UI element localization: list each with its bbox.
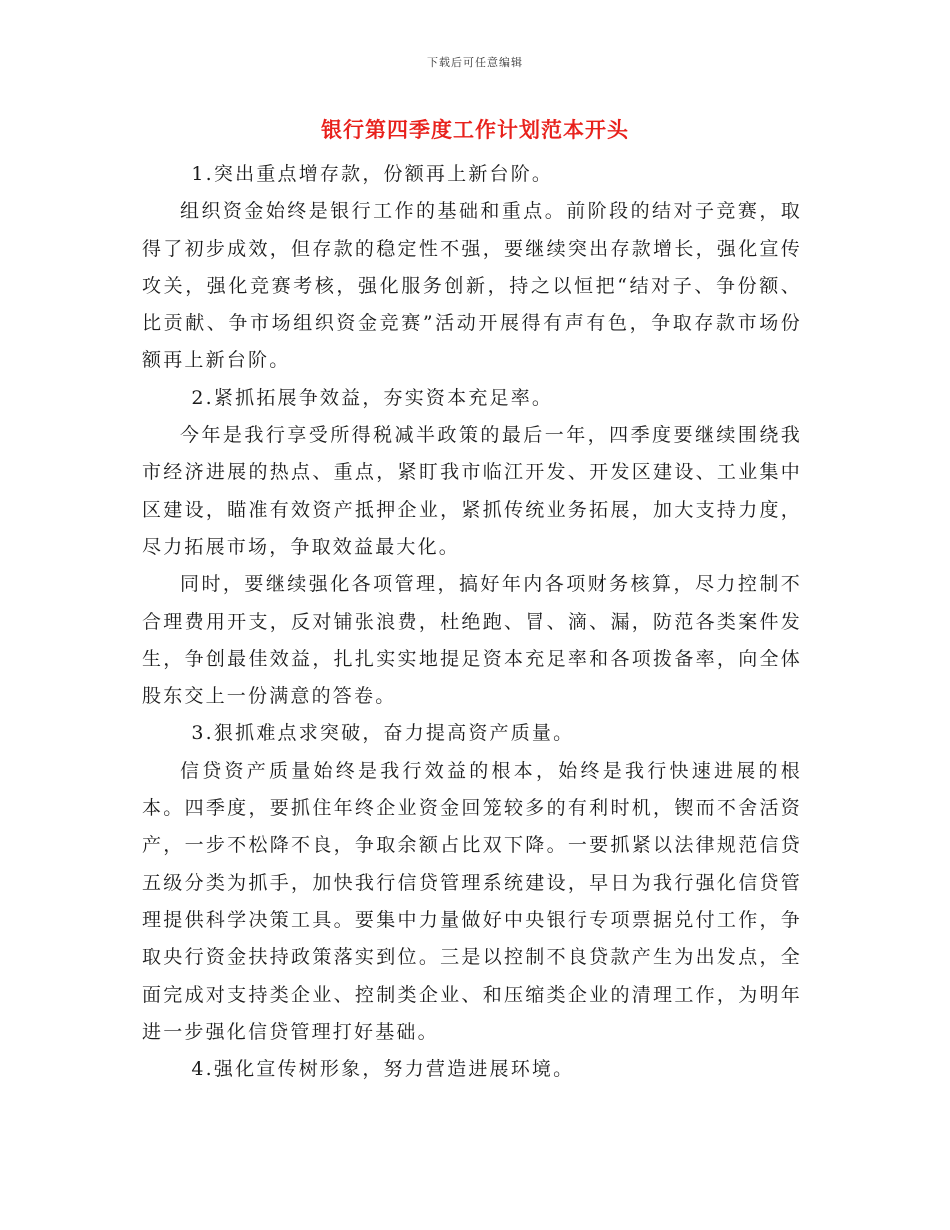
paragraph: 同时，要继续强化各项管理，搞好年内各项财务核算，尽力控制不合理费用开支，反对铺张浪费，杜绝跑、冒、滴、漏，防范各类案件发生，争创最佳效益，扎扎实实地提足资本充足率和各项拨备率，向全体股东交上一份满意的答卷。 [142, 573, 802, 708]
paragraph: 信贷资产质量始终是我行效益的根本，始终是我行快速进展的根本。四季度，要抓住年终企业资金回笼较多的有利时机，锲而不舍活资产，一步不松降不良，争取余额占比双下降。一要抓紧以法律规范信贷五级分类为抓手，加快我行信贷管理系统建设，早日为我行强化信贷管理提供科学决策工具。要集中力量做好中央银行专项票据兑付工作，争取央行资金扶持政策落实到位。三是以控制不良贷款产生为出发点，全面完成对支持类企业、控制类企业、和压缩类企业的清理工作，为明年进一步强化信贷管理打好基础。 [142, 759, 802, 1043]
section-heading-4: 4.强化宣传树形象，努力营造进展环境。 [191, 1058, 575, 1081]
section-heading-2: 2.紧抓拓展争效益，夯实资本充足率。 [191, 386, 554, 409]
document-title: 银行第四季度工作计划范本开头 [321, 117, 629, 142]
paragraph: 组织资金始终是银行工作的基础和重点。前阶段的结对子竞赛，取得了初步成效，但存款的稳定性不强，要继续突出存款增长，强化宣传攻关，强化竞赛考核，强化服务创新，持之以恒把“结对子、争份额、比贡献、争市场组织资金竞赛”活动开展得有声有色，争取存款市场份额再上新台阶。 [142, 200, 802, 372]
section-heading-3: 3.狠抓难点求突破，奋力提高资产质量。 [191, 722, 575, 745]
document-body [142, 156, 802, 1088]
paragraph: 今年是我行享受所得税减半政策的最后一年，四季度要继续围绕我市经济进展的热点、重点，紧盯我市临江开发、开发区建设、工业集中区建设，瞄准有效资产抵押企业，紧抓传统业务拓展，加大支持力度，尽力拓展市场，争取效益最大化。 [142, 424, 802, 558]
section-heading-1: 1.突出重点增存款，份额再上新台阶。 [191, 163, 554, 185]
header-note: 下载后可任意编辑 [427, 56, 523, 69]
